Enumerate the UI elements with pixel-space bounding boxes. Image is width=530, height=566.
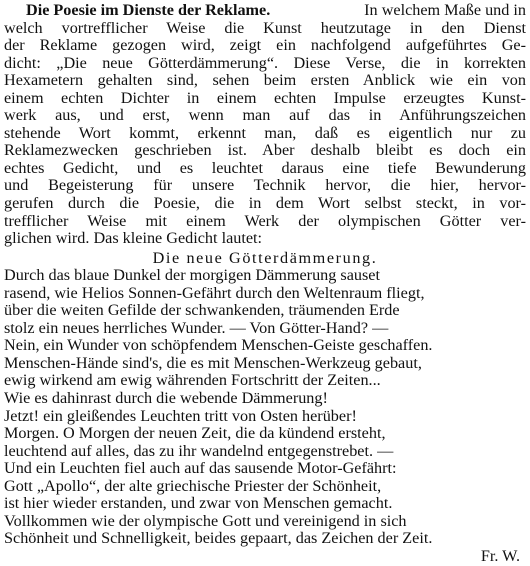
- poem-line: über die weiten Gefilde der schwankenden, träumenden Erde: [4, 302, 400, 320]
- poem-line: Schönheit und Schnelligkeit, beides gepaart, das Zeichen der Zeit.: [4, 530, 433, 548]
- intro-line: echtes Gedicht, und es leuchtet daraus eine tiefe Bewunderung: [4, 159, 526, 177]
- intro-line: einem echten Dichter in einem echten Impulse erzeugtes Kunst-: [4, 89, 526, 107]
- poem-line: Wie es dahinrast durch die webende Dämmerung!: [4, 390, 328, 408]
- poem-line: Nein, ein Wunder von schöpfendem Menschen-Geiste geschaffen.: [4, 337, 433, 355]
- article: [4, 2, 526, 566]
- poem-line: rasend, wie Helios Sonnen-Gefährt durch den Weltenraum fliegt,: [4, 284, 425, 302]
- poem-title: Die neue Götterdämmerung.: [152, 248, 378, 267]
- intro-line: trefflicher Weise mit einem Werk der olympischen Götter ver-: [4, 212, 526, 230]
- poem-line: Morgen. O Morgen der neuen Zeit, die da kündend ersteht,: [4, 425, 386, 443]
- article-heading: Die Poesie im Dienste der Reklame.: [26, 2, 271, 19]
- intro-line: Reklamezwecken geschrieben ist. Aber deshalb bleibt es doch ein: [4, 142, 526, 160]
- intro-line: gerufen durch die Poesie, die in dem Wort selbst steckt, in vor-: [4, 195, 526, 213]
- poem-line: Jetzt! ein gleißendes Leuchten tritt von Osten herüber!: [4, 407, 357, 425]
- poem-line: Gott „Apollo“, der alte griechische Priester der Schönheit,: [4, 477, 382, 495]
- intro-line: und Begeisterung für unsere Technik hervor, die hier, hervor-: [4, 177, 526, 195]
- poem-line: Und ein Leuchten fiel auch auf das sausende Motor-Gefährt:: [4, 460, 397, 478]
- intro-line: dicht: „Die neue Götterdämmerung“. Diese Verse, die in korrekten: [4, 54, 526, 72]
- signature: Fr. W.: [480, 547, 520, 565]
- intro-line: der Reklame gezogen wird, zeigt ein nachfolgend aufgeführtes Ge-: [4, 37, 526, 55]
- poem-line: Durch das blaue Dunkel der morgigen Dämmerung sauset: [4, 267, 380, 285]
- poem-line: stolz ein neues herrliches Wunder. — Von Götter-Hand? —: [4, 319, 389, 337]
- intro-line: Hexametern gehalten sind, sehen beim ersten Anblick wie ein von: [4, 72, 526, 90]
- article-heading-line: [4, 2, 526, 20]
- intro-line: glichen wird. Das kleine Gedicht lautet:: [4, 230, 263, 248]
- poem-line: ist hier wieder erstanden, und zwar von Menschen gemacht.: [4, 495, 393, 513]
- poem-line: leuchtend auf alles, das zu ihr wandelnd entgegenstrebet. —: [4, 442, 394, 460]
- intro-line: welch vortrefflicher Weise die Kunst heutzutage in den Dienst: [4, 19, 526, 37]
- poem-line: ewig wirkend am ewig währenden Fortschritt der Zeiten...: [4, 372, 381, 390]
- intro-line: werk aus, und erst, wenn man auf das in Anführungszeichen: [4, 107, 526, 125]
- intro-line: stehende Wort kommt, erkennt man, daß es eigentlich nur zu: [4, 124, 526, 142]
- poem-line: Vollkommen wie der olympische Gott und vereinigend in sich: [4, 512, 407, 530]
- intro-line: In welchem Maße und in: [364, 2, 526, 19]
- poem-line: Menschen-Hände sind's, die es mit Menschen-Werkzeug gebaut,: [4, 354, 422, 372]
